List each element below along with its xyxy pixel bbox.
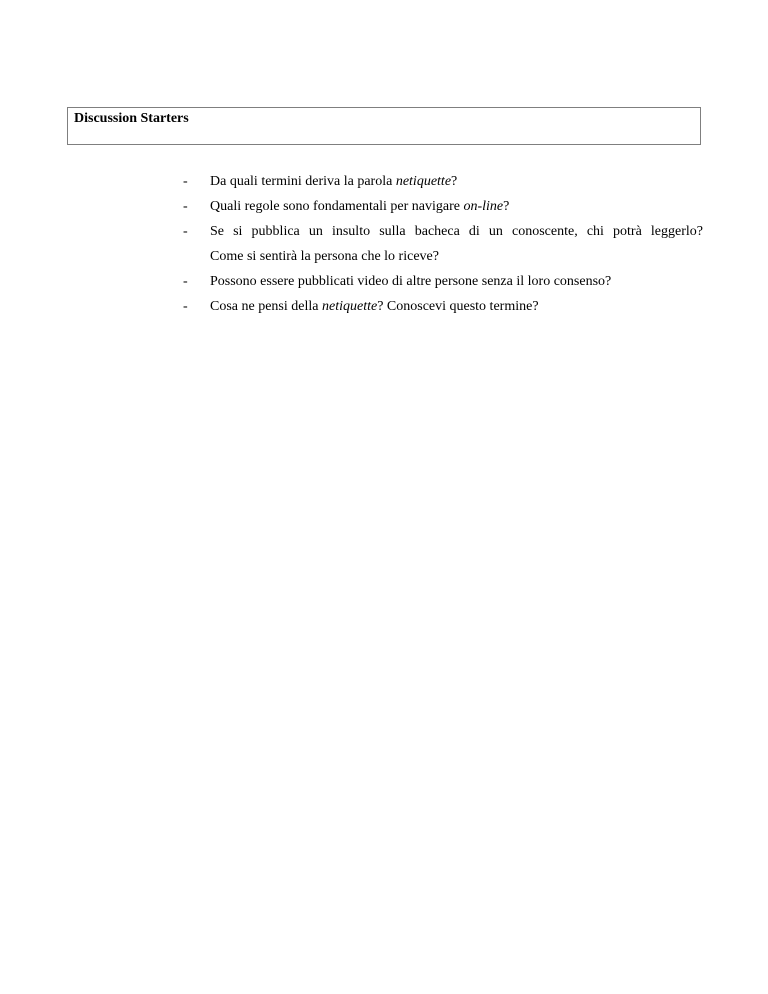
question-text-part: Cosa ne pensi della xyxy=(210,299,322,314)
question-text-part: Quali regole sono fondamentali per navigare xyxy=(210,199,464,214)
discussion-starters-box xyxy=(67,107,701,145)
question-text: Possono essere pubblicati video di altre persone senza il loro consenso? xyxy=(210,274,612,289)
question-text-part: ? Conoscevi questo termine? xyxy=(377,299,539,314)
italic-term: netiquette xyxy=(395,174,452,189)
question-text xyxy=(210,294,703,319)
italic-term: netiquette xyxy=(321,299,378,314)
question-text xyxy=(210,169,703,194)
question-text xyxy=(210,194,703,219)
question-text-continued: Come si sentirà la persona che lo riceve? xyxy=(210,249,439,264)
question-list xyxy=(183,169,703,319)
bullet-dash: - xyxy=(183,274,188,289)
question-text-part: ? xyxy=(451,174,458,189)
list-item xyxy=(183,169,703,194)
question-text-part: ? xyxy=(503,199,510,214)
bullet-dash: - xyxy=(183,199,188,214)
list-item xyxy=(183,194,703,219)
list-item xyxy=(183,269,703,294)
list-item xyxy=(183,219,703,269)
list-item xyxy=(183,294,703,319)
bullet-dash: - xyxy=(183,299,188,314)
bullet-dash: - xyxy=(183,174,188,189)
bullet-dash: - xyxy=(183,224,188,239)
section-title: Discussion Starters xyxy=(74,111,189,126)
italic-term: on-line xyxy=(463,199,504,214)
question-text: Se si pubblica un insulto sulla bacheca di un conoscente, chi potrà leggerlo? xyxy=(210,224,703,239)
question-text-part: Da quali termini deriva la parola xyxy=(210,174,396,189)
